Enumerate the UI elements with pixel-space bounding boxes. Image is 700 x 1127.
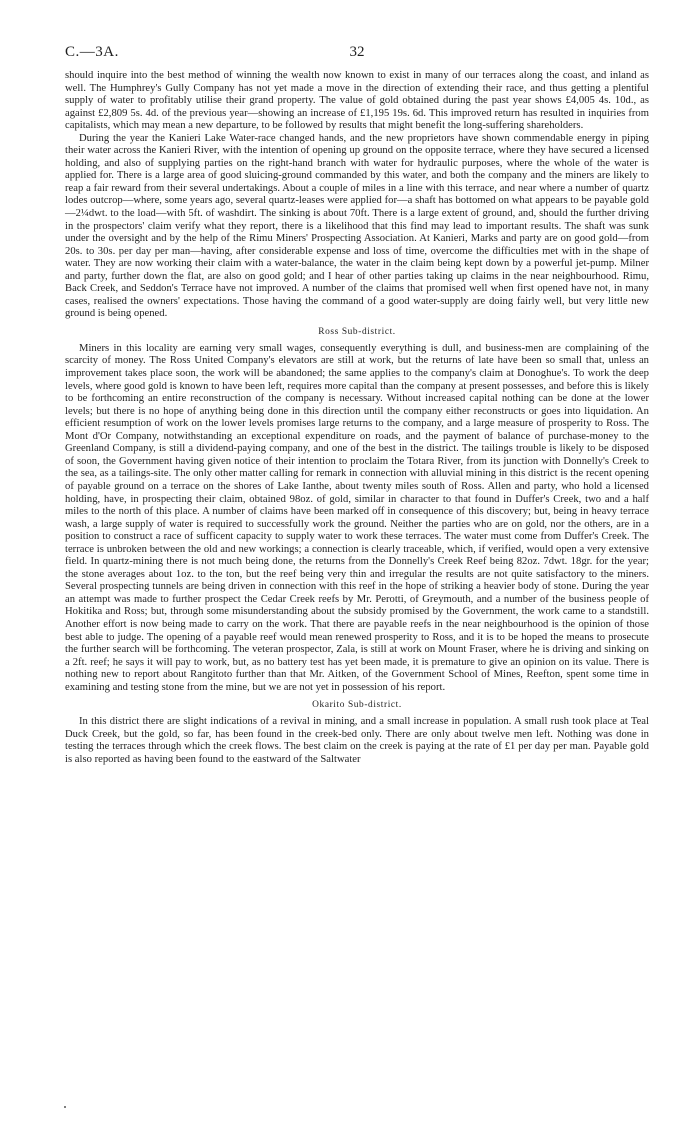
- paragraph-okarito: In this district there are slight indications of a revival in mining, and a small increase in population. A small rush took place at Teal Duck Creek, but the gold, so far, has been found in the creek-bed only. There are only about twelve men left. Nothing was done in testing the terraces through which the creek flows. The best claim on the creek is paying at the rate of £1 per day per man. Payable gold is also reported as having been found to the eastward of the Saltwater: [65, 716, 649, 765]
- page-header: [65, 44, 649, 70]
- section-heading-ross: Ross Sub-district.: [318, 326, 396, 337]
- paragraph-humphreys-gully: should inquire into the best method of winning the wealth now known to exist in many of our terraces along the coast, and inland as well. The Humphrey's Gully Company has not yet made a move in the direction of extending their race, and thus getting a plentiful supply of water to profitably utilise their grand property. The value of gold obtained during the past year shows £4,005 4s. 10d., as against £2,809 5s. 4d. of the previous year—showing an increase of £1,195 19s. 6d. This improved return has resulted in inquiries from capitalists, which may mean a new departure, to be followed by results that might benefit the long-suffering shareholders.: [65, 70, 649, 132]
- section-heading-okarito: Okarito Sub-district.: [312, 700, 402, 711]
- page-number: 32: [349, 44, 365, 60]
- document-reference: C.—3A.: [65, 44, 119, 60]
- paragraph-kanieri: During the year the Kanieri Lake Water-race changed hands, and the new proprietors have shown commendable energy in piping their water across the Kanieri River, with the intention of opening up ground on the opposite terrace, where they have secured a licensed holding, and also of supplying parties on the right-hand branch with water for hydraulic purposes, where the whole of the water is applied for. There is a large area of good sluicing-ground commanded by this water, and both the company and the miners are likely to reap a fair reward from their several undertakings. About a couple of miles in a line with this terrace, and near where a number of quartz lodes outcrop—where, some years ago, several quartz-leases were applied for—a shaft has bottomed on what appears to be payable gold—2¼dwt. to the load—with 5ft. of washdirt. The sinking is about 70ft. There is a large extent of ground, and, should the further driving in the prospectors' claim verify what they report, there is a likelihood that this find may lead to important results. The shaft was sunk under the oversight and by the help of the Rimu Miners' Prospecting Association. At Kanieri, Marks and party are on good gold—from 20s. to 30s. per day per man—having, after considerable expense and loss of time, overcome the difficulties met with in the shape of water. They are now working their claim with a water-balance, the water in the claim being kept down by a powerful jet-pump. Milner and party, further down the flat, are also on good gold; and I hear of other parties taking up claims in the near neighbourhood. Rimu, Back Creek, and Seddon's Terrace have not improved. A number of the claims that promised well when first opened have not, in many cases, realised the owners' expectations. Those having the command of a good water-supply are doing fairly well, but very little new ground is being opened.: [65, 132, 649, 320]
- page-mark-dot: [64, 1106, 66, 1108]
- paragraph-ross: Miners in this locality are earning very small wages, consequently everything is dull, and business-men are complaining of the scarcity of money. The Ross United Company's elevators are still at work, but the returns of late have been so small that, unless an improvement takes place soon, the work will be abandoned; the same applies to the company's claim at Donoghue's. To work the deep levels, where good gold is known to have been left, requires more capital than the company at present possesses, and before this is likely to be forthcoming an entire reconstruction of the company is necessary. Without increased capital nothing can be done at the lower levels; but there is no hope of anything being done in this direction until the company either reconstructs or goes into liquidation. An efficient resumption of work on the lower levels promises large returns to the company, and a large measure of prosperity to Ross. The Mont d'Or Company, notwithstanding an exceptional expenditure on roads, and the payment of balance of purchase-money to the Greenland Company, is still a dividend-paying company, and one of the best in the district. The tailings trouble is likely to be disposed of soon, the Government having given notice of their intention to proclaim the Totara River, from its junction with Donnelly's Creek to the sea, as a tailings-site. The only other matter calling for remark in connection with alluvial mining in this district is the recent opening of payable ground on a terrace on the shores of Lake Ianthe, about twenty miles south of Ross. Allen and party, who hold a licensed holding, have, in prospecting their claim, obtained 98oz. of gold, similar in character to that found in Duffer's Creek, two and a half miles to the north of this place. A number of claims have been marked off in consequence of this discovery; but, being in heavy terrace wash, a large supply of water is required to successfully work the ground. Neither the parties who are on gold, nor the others, are in a position to construct a race of sufficent capacity to supply water to work these terraces. The water must come from Duffer's Creek. The terrace is unbroken between the old and new workings; a connection is clearly traceable, which, if verified, would open a very extensive field. In quartz-mining there is not much being done, the returns from the Donnelly's Creek Reef being 82oz. 7dwt. 18gr. for the year; the stone averages about 1oz. to the ton, but the reef being very thin and irregular the results are not quite satisfactory to the miners. Several prospecting tunnels are being driven in connection with this reef in the hope of striking a heavier body of stone. During the year an attempt was made to further prospect the Cedar Creek reefs by Mr. Perotti, of Greymouth, and a number of the business people of Hokitika and Ross; but, through some misunderstanding about the subsidy promised by the Government, the work came to a standstill. Another effort is now being made to carry on the work. That there are payable reefs in the near neighbourhood is the opinion of those best able to judge. The opening of a payable reef would mean renewed prosperity to Ross, and it is to be hoped the means to prosecute the further search will be forthcoming. The veteran prospector, Zala, is still at work on Mount Fraser, where he is driving and sinking on a 2ft. reef; he says it will pay to work, but, as no battery test has yet been made, it is premature to give an opinion on its value. There is nothing new to report about Rangitoto further than that Mr. Aitken, of the Government School of Mines, Reefton, spent some time in examining and testing stone from the mine, but we are not yet in possession of his report.: [65, 342, 649, 693]
